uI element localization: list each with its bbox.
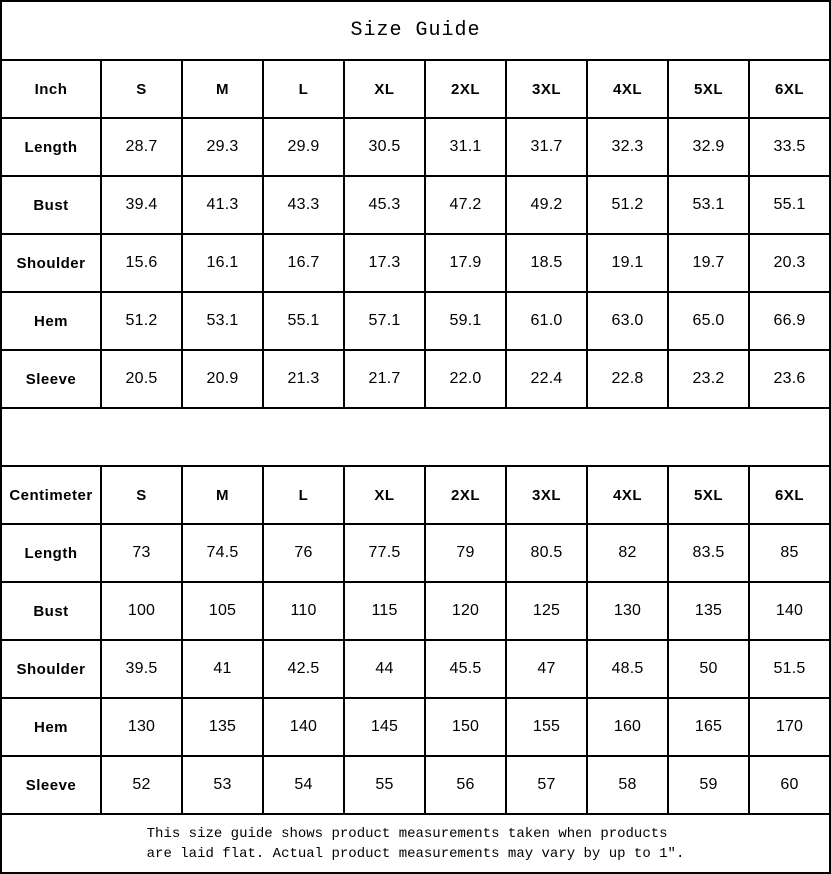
size-header-3xl: 3XL — [506, 60, 587, 118]
value-cell: 53 — [182, 756, 263, 814]
row-label-sleeve: Sleeve — [1, 756, 101, 814]
cm-table-row-hem — [1, 698, 830, 756]
value-cell: 80.5 — [506, 524, 587, 582]
cm-table-row-shoulder — [1, 640, 830, 698]
value-cell: 42.5 — [263, 640, 344, 698]
value-cell: 55.1 — [263, 292, 344, 350]
value-cell: 45.3 — [344, 176, 425, 234]
size-header-2xl: 2XL — [425, 466, 506, 524]
value-cell: 53.1 — [668, 176, 749, 234]
value-cell: 115 — [344, 582, 425, 640]
value-cell: 135 — [182, 698, 263, 756]
inch-table-row-shoulder — [1, 234, 830, 292]
value-cell: 31.7 — [506, 118, 587, 176]
value-cell: 130 — [101, 698, 182, 756]
value-cell: 39.5 — [101, 640, 182, 698]
value-cell: 30.5 — [344, 118, 425, 176]
inch-table-unit-label: Inch — [1, 60, 101, 118]
size-header-4xl: 4XL — [587, 60, 668, 118]
size-header-l: L — [263, 60, 344, 118]
value-cell: 22.0 — [425, 350, 506, 408]
size-header-6xl: 6XL — [749, 60, 830, 118]
title-row — [1, 1, 830, 60]
value-cell: 32.9 — [668, 118, 749, 176]
footer-line-2: are laid flat. Actual product measurements may vary by up to 1″. — [146, 845, 685, 862]
value-cell: 63.0 — [587, 292, 668, 350]
value-cell: 52 — [101, 756, 182, 814]
value-cell: 59 — [668, 756, 749, 814]
inch-table-header-row — [1, 60, 830, 118]
value-cell: 17.9 — [425, 234, 506, 292]
value-cell: 23.2 — [668, 350, 749, 408]
value-cell: 21.7 — [344, 350, 425, 408]
size-header-5xl: 5XL — [668, 60, 749, 118]
inch-table-row-sleeve — [1, 350, 830, 408]
value-cell: 50 — [668, 640, 749, 698]
value-cell: 66.9 — [749, 292, 830, 350]
value-cell: 32.3 — [587, 118, 668, 176]
value-cell: 33.5 — [749, 118, 830, 176]
spacer-section — [1, 408, 830, 466]
value-cell: 74.5 — [182, 524, 263, 582]
value-cell: 140 — [263, 698, 344, 756]
value-cell: 44 — [344, 640, 425, 698]
value-cell: 130 — [587, 582, 668, 640]
value-cell: 57 — [506, 756, 587, 814]
row-label-bust: Bust — [1, 176, 101, 234]
size-header-5xl: 5XL — [668, 466, 749, 524]
value-cell: 18.5 — [506, 234, 587, 292]
value-cell: 45.5 — [425, 640, 506, 698]
value-cell: 125 — [506, 582, 587, 640]
footer-note-text — [147, 824, 685, 864]
value-cell: 55.1 — [749, 176, 830, 234]
footer-note — [1, 814, 830, 873]
value-cell: 21.3 — [263, 350, 344, 408]
size-header-xl: XL — [344, 466, 425, 524]
value-cell: 135 — [668, 582, 749, 640]
value-cell: 57.1 — [344, 292, 425, 350]
value-cell: 20.5 — [101, 350, 182, 408]
value-cell: 49.2 — [506, 176, 587, 234]
size-header-l: L — [263, 466, 344, 524]
value-cell: 15.6 — [101, 234, 182, 292]
cm-table-unit-label: Centimeter — [1, 466, 101, 524]
value-cell: 155 — [506, 698, 587, 756]
value-cell: 82 — [587, 524, 668, 582]
cm-table-row-sleeve — [1, 756, 830, 814]
value-cell: 28.7 — [101, 118, 182, 176]
row-label-length: Length — [1, 118, 101, 176]
value-cell: 43.3 — [263, 176, 344, 234]
value-cell: 41 — [182, 640, 263, 698]
size-header-2xl: 2XL — [425, 60, 506, 118]
row-label-sleeve: Sleeve — [1, 350, 101, 408]
row-label-hem: Hem — [1, 698, 101, 756]
cm-table-header-row — [1, 466, 830, 524]
value-cell: 19.7 — [668, 234, 749, 292]
value-cell: 85 — [749, 524, 830, 582]
row-label-hem: Hem — [1, 292, 101, 350]
row-label-shoulder: Shoulder — [1, 640, 101, 698]
inch-table-section — [1, 60, 830, 408]
value-cell: 120 — [425, 582, 506, 640]
row-label-shoulder: Shoulder — [1, 234, 101, 292]
footer-row — [1, 814, 830, 873]
value-cell: 47.2 — [425, 176, 506, 234]
footer-section — [1, 814, 830, 873]
table-gap — [1, 408, 830, 466]
value-cell: 79 — [425, 524, 506, 582]
title-section — [1, 1, 830, 60]
inch-table-row-length — [1, 118, 830, 176]
size-header-3xl: 3XL — [506, 466, 587, 524]
row-label-bust: Bust — [1, 582, 101, 640]
value-cell: 56 — [425, 756, 506, 814]
inch-table-row-bust — [1, 176, 830, 234]
value-cell: 48.5 — [587, 640, 668, 698]
value-cell: 160 — [587, 698, 668, 756]
value-cell: 61.0 — [506, 292, 587, 350]
value-cell: 22.8 — [587, 350, 668, 408]
size-header-6xl: 6XL — [749, 466, 830, 524]
page-title: Size Guide — [1, 1, 830, 60]
size-header-xl: XL — [344, 60, 425, 118]
value-cell: 77.5 — [344, 524, 425, 582]
value-cell: 83.5 — [668, 524, 749, 582]
size-header-s: S — [101, 60, 182, 118]
value-cell: 20.9 — [182, 350, 263, 408]
value-cell: 51.2 — [101, 292, 182, 350]
spacer-row — [1, 408, 830, 466]
value-cell: 145 — [344, 698, 425, 756]
value-cell: 105 — [182, 582, 263, 640]
value-cell: 16.7 — [263, 234, 344, 292]
size-header-s: S — [101, 466, 182, 524]
value-cell: 150 — [425, 698, 506, 756]
value-cell: 54 — [263, 756, 344, 814]
value-cell: 22.4 — [506, 350, 587, 408]
value-cell: 41.3 — [182, 176, 263, 234]
value-cell: 59.1 — [425, 292, 506, 350]
centimeter-table-section — [1, 466, 830, 814]
inch-table-row-hem — [1, 292, 830, 350]
value-cell: 65.0 — [668, 292, 749, 350]
value-cell: 51.5 — [749, 640, 830, 698]
value-cell: 55 — [344, 756, 425, 814]
value-cell: 140 — [749, 582, 830, 640]
value-cell: 165 — [668, 698, 749, 756]
value-cell: 39.4 — [101, 176, 182, 234]
size-header-m: M — [182, 466, 263, 524]
value-cell: 23.6 — [749, 350, 830, 408]
value-cell: 16.1 — [182, 234, 263, 292]
footer-line-1: This size guide shows product measurements taken when products — [146, 825, 668, 842]
value-cell: 51.2 — [587, 176, 668, 234]
row-label-length: Length — [1, 524, 101, 582]
cm-table-row-length — [1, 524, 830, 582]
value-cell: 60 — [749, 756, 830, 814]
value-cell: 47 — [506, 640, 587, 698]
value-cell: 58 — [587, 756, 668, 814]
value-cell: 31.1 — [425, 118, 506, 176]
value-cell: 53.1 — [182, 292, 263, 350]
value-cell: 76 — [263, 524, 344, 582]
value-cell: 17.3 — [344, 234, 425, 292]
size-header-m: M — [182, 60, 263, 118]
value-cell: 100 — [101, 582, 182, 640]
size-header-4xl: 4XL — [587, 466, 668, 524]
value-cell: 20.3 — [749, 234, 830, 292]
value-cell: 110 — [263, 582, 344, 640]
value-cell: 73 — [101, 524, 182, 582]
value-cell: 19.1 — [587, 234, 668, 292]
value-cell: 29.3 — [182, 118, 263, 176]
cm-table-row-bust — [1, 582, 830, 640]
value-cell: 170 — [749, 698, 830, 756]
value-cell: 29.9 — [263, 118, 344, 176]
